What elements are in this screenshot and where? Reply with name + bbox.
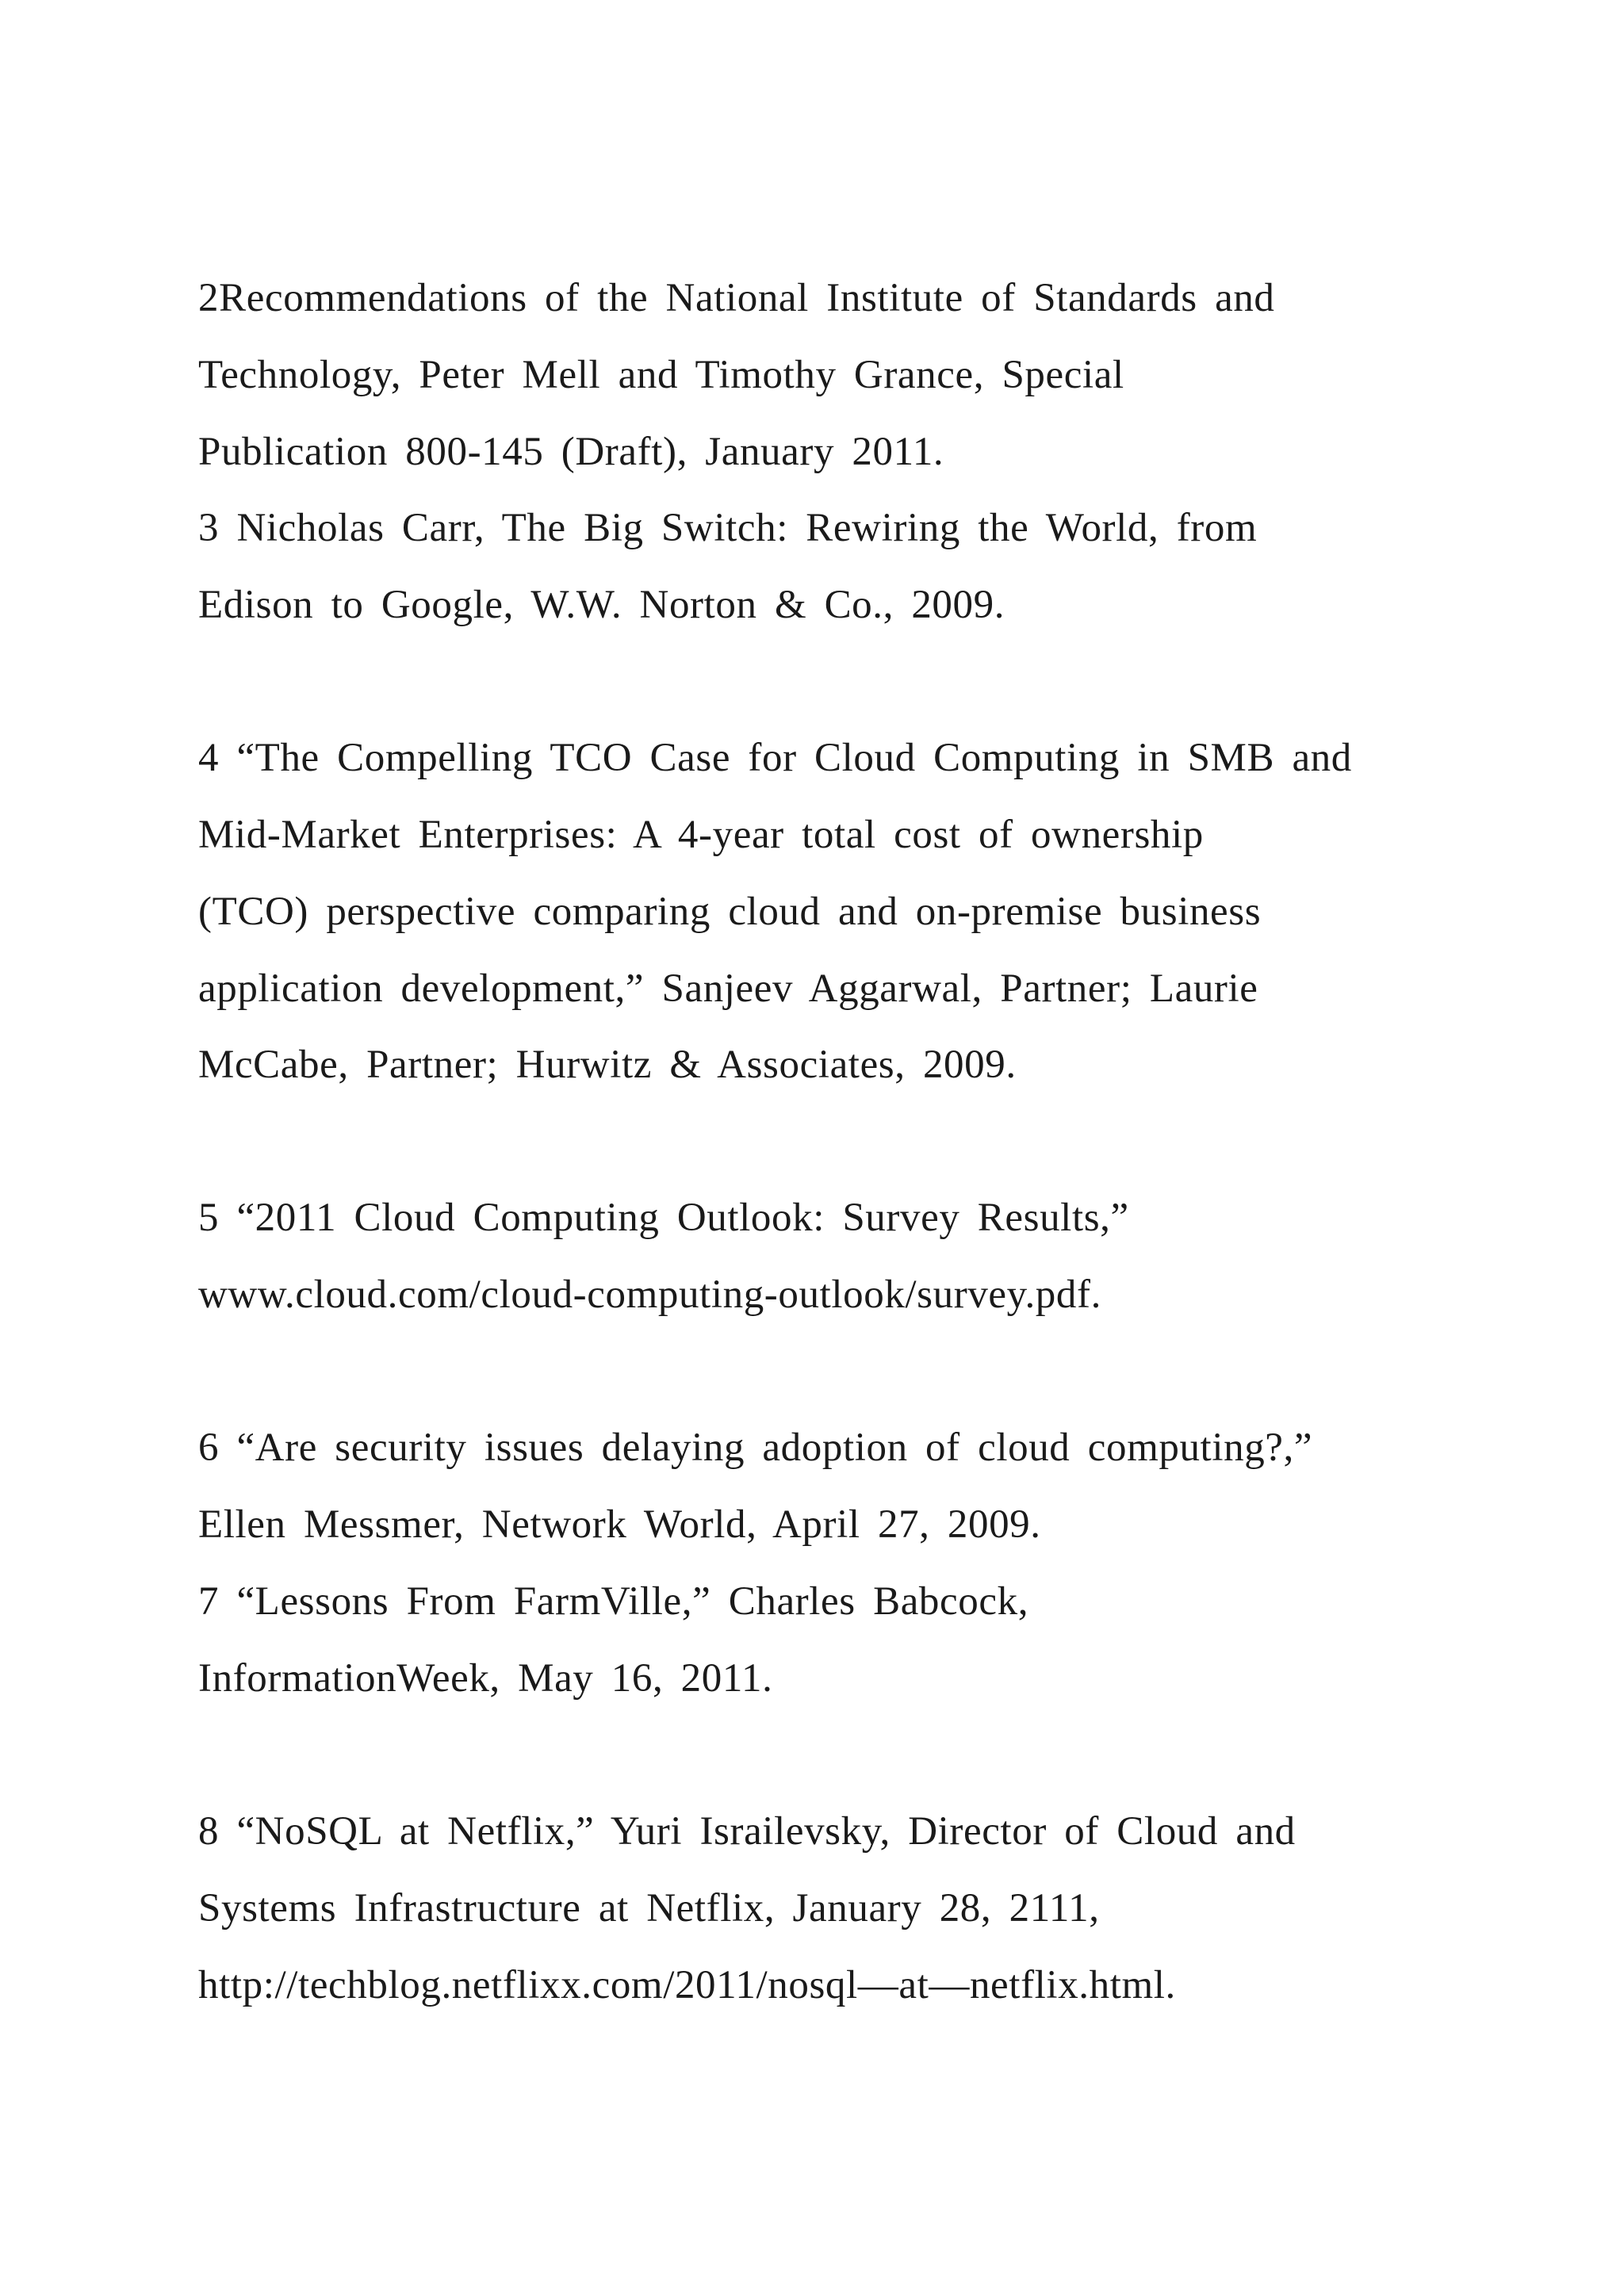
footnote-6-line-1: 6 “Are security issues delaying adoption of cloud computing?,”: [198, 1425, 1313, 1470]
footnote-5-line-2: www.cloud.com/cloud-computing-outlook/survey.pdf.: [198, 1272, 1101, 1317]
footnote-8-line-3: http://techblog.netflixx.com/2011/nosql—at—netflix.html.: [198, 1963, 1176, 2007]
footnote-7-line-1: 7 “Lessons From FarmVille,” Charles Babcock,: [198, 1579, 1029, 1624]
footnote-8-line-2: Systems Infrastructure at Netflix, January 28, 2111,: [198, 1886, 1100, 1931]
footnote-4-line-2: Mid-Market Enterprises: A 4-year total cost of ownership: [198, 813, 1204, 857]
footnote-2-line-1: 2Recommendations of the National Institute of Standards and: [198, 276, 1275, 320]
footnote-4-line-1: 4 “The Compelling TCO Case for Cloud Computing in SMB and: [198, 736, 1352, 780]
footnote-8-line-1: 8 “NoSQL at Netflix,” Yuri Israilevsky, Director of Cloud and: [198, 1809, 1296, 1854]
footnote-4-line-4: application development,” Sanjeev Aggarwal, Partner; Laurie: [198, 966, 1258, 1011]
footnote-5-line-1: 5 “2011 Cloud Computing Outlook: Survey Results,”: [198, 1196, 1129, 1240]
footnote-2-line-2: Technology, Peter Mell and Timothy Grance, Special: [198, 353, 1124, 397]
footnote-6-line-2: Ellen Messmer, Network World, April 27, 2009.: [198, 1502, 1041, 1547]
footnote-4-line-5: McCabe, Partner; Hurwitz & Associates, 2009.: [198, 1043, 1017, 1087]
footnote-2-line-3: Publication 800-145 (Draft), January 2011.: [198, 430, 944, 474]
footnote-3-line-2: Edison to Google, W.W. Norton & Co., 2009.: [198, 583, 1005, 627]
footnote-4-line-3: (TCO) perspective comparing cloud and on-premise business: [198, 890, 1262, 934]
footnote-7-line-2: InformationWeek, May 16, 2011.: [198, 1656, 773, 1701]
footnote-3-line-1: 3 Nicholas Carr, The Big Switch: Rewiring the World, from: [198, 506, 1258, 550]
